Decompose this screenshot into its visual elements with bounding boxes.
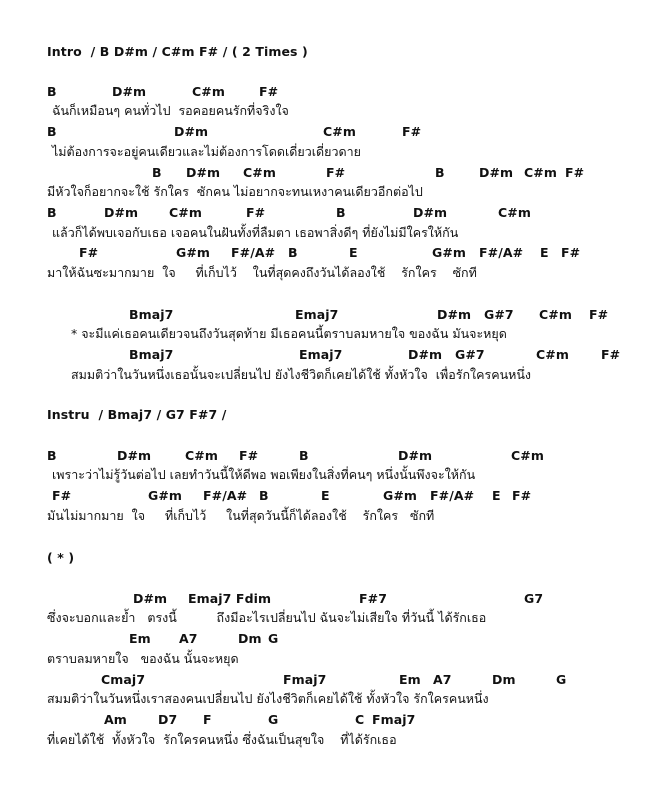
chord: G#m (383, 488, 418, 503)
chord-line-1 (0, 83, 670, 103)
lyric-line-13 (0, 731, 670, 751)
lyric-line-1 (0, 102, 670, 122)
chord: D#m (413, 205, 448, 220)
chord: Em (129, 631, 151, 646)
chord: B (152, 165, 162, 180)
chord-line-2 (0, 123, 670, 143)
chord: D#m (104, 205, 139, 220)
chord: C#m (185, 448, 218, 463)
chord: F (203, 712, 212, 727)
lyric-text: * จะมีแค่เธอคนเดียวจนถึงวันสุดท้าย มีเธอคนนี้ตราบลมหายใจ ของฉัน มันจะหยุด (71, 326, 507, 341)
chord: A7 (433, 672, 452, 687)
chord: Bmaj7 (129, 307, 174, 322)
chord: D#m (174, 124, 209, 139)
lyric-text: ตราบลมหายใจ ของฉัน นั้นจะหยุด (47, 651, 239, 666)
chord: F# (561, 245, 581, 260)
chord: D#m (112, 84, 147, 99)
chord: C (355, 712, 365, 727)
lyric-line-3 (0, 183, 670, 203)
chord-line-9 (0, 487, 670, 507)
chord: D#m (398, 448, 433, 463)
chord-line-11 (0, 630, 670, 650)
chord-line-7 (0, 346, 670, 366)
chord: B (288, 245, 298, 260)
repeat-chorus-marker (0, 549, 670, 569)
chord-line-3 (0, 164, 670, 184)
chord: C#m (524, 165, 557, 180)
lyric-line-10 (0, 609, 670, 629)
chord: Emaj7 Fdim (188, 591, 272, 606)
chord: F# (402, 124, 422, 139)
chord: G#m (148, 488, 183, 503)
chord: D#m (117, 448, 152, 463)
chord: B (47, 205, 57, 220)
chord: Emaj7 (295, 307, 339, 322)
lyric-text: ฉันก็เหมือนๆ คนทั่วไป รอคอยคนรักที่จริงใจ (52, 103, 289, 118)
chord: F# (601, 347, 621, 362)
chord: G#7 (484, 307, 514, 322)
lyric-line-7 (0, 366, 670, 386)
chord: F# (326, 165, 346, 180)
chord: C#m (511, 448, 544, 463)
chord-line-4 (0, 204, 670, 224)
chord: C#m (323, 124, 356, 139)
chord: F# (52, 488, 72, 503)
chord: E (492, 488, 501, 503)
instru-line (0, 406, 670, 426)
lyric-line-6 (0, 325, 670, 345)
chord: F#/A# (231, 245, 276, 260)
chord: D#m (186, 165, 221, 180)
chord-line-8 (0, 447, 670, 467)
lyric-line-11 (0, 650, 670, 670)
chord: F#/A# (479, 245, 524, 260)
lyric-line-5 (0, 264, 670, 284)
lyric-line-2 (0, 143, 670, 163)
chord-line-12 (0, 671, 670, 691)
chord: F#/A# (203, 488, 248, 503)
chord-line-5 (0, 244, 670, 264)
chord: B (435, 165, 445, 180)
chord: F# (246, 205, 266, 220)
chord: C#m (243, 165, 276, 180)
lyric-text: มีหัวใจก็อยากจะใช้ รักใคร ซักคน ไม่อยากจะทนเหงาคนเดียวอีกต่อไป (47, 184, 423, 199)
chord: F# (239, 448, 259, 463)
chord: B (47, 84, 57, 99)
chord: Fmaj7 (372, 712, 416, 727)
chord: G (268, 712, 279, 727)
chord: Bmaj7 (129, 347, 174, 362)
chord: Fmaj7 (283, 672, 327, 687)
chord: G (556, 672, 567, 687)
lyric-text: ซึ่งจะบอกและย้ำ ตรงนี้ ถึงมีอะไรเปลี่ยนไป ฉันจะไม่เสียใจ ที่วันนี้ ได้รักเธอ (47, 610, 487, 625)
chord: D#m (133, 591, 168, 606)
instru-text: Instru / Bmaj7 / G7 F#7 / (47, 407, 227, 422)
chord: C#m (498, 205, 531, 220)
chord: Emaj7 (299, 347, 343, 362)
chord: C#m (536, 347, 569, 362)
chord: Dm (238, 631, 262, 646)
chord: F#7 (359, 591, 388, 606)
lyric-text: ไม่ต้องการจะอยู่คนเดียวและไม่ต้องการโดดเดี่ยวเดี่ยวดาย (52, 144, 361, 159)
chord: G#7 (455, 347, 485, 362)
lyric-text: สมมติว่าในวันหนึ่งเราสองคนเปลี่ยนไป ยังไงชีวิตก็เคยได้ใช้ ทั้งหัวใจ รักใครคนหนึ่ง (47, 691, 489, 706)
chord: F# (512, 488, 532, 503)
intro-line (0, 43, 670, 63)
chord: F# (259, 84, 279, 99)
chord: B (47, 124, 57, 139)
chord: B (336, 205, 346, 220)
chord: E (321, 488, 330, 503)
intro-text: Intro / B D#m / C#m F# / ( 2 Times ) (47, 44, 308, 59)
chord: D#m (437, 307, 472, 322)
chord: F# (565, 165, 585, 180)
chord: F# (79, 245, 99, 260)
lyric-line-8 (0, 466, 670, 486)
chord: C#m (169, 205, 202, 220)
chord: Em (399, 672, 421, 687)
chord: E (540, 245, 549, 260)
lyric-text: แล้วก็ได้พบเจอกับเธอ เจอคนในฝันทั้งที่ลืมตา เธอพาสิ่งดีๆ ที่ยังไม่มีใครให้กัน (52, 225, 459, 240)
chord: G7 (524, 591, 544, 606)
chord: Dm (492, 672, 516, 687)
chord-line-10 (0, 590, 670, 610)
repeat-marker-text: ( * ) (47, 550, 75, 565)
chord: C#m (192, 84, 225, 99)
chord: D7 (158, 712, 178, 727)
chord: Cmaj7 (101, 672, 146, 687)
lyric-line-12 (0, 690, 670, 710)
chord: G (268, 631, 279, 646)
lyric-text: มันไม่มากมาย ใจ ที่เก็บไว้ ในที่สุดวันนี้ก็ได้ลองใช้ รักใคร ซักที (47, 508, 435, 523)
chord: C#m (539, 307, 572, 322)
chord: E (349, 245, 358, 260)
chord: A7 (179, 631, 198, 646)
chord: D#m (408, 347, 443, 362)
chord: G#m (176, 245, 211, 260)
lyric-line-9 (0, 507, 670, 527)
lyric-text: สมมติว่าในวันหนึ่งเธอนั้นจะเปลี่ยนไป ยังไงชีวิตก็เคยได้ใช้ ทั้งหัวใจ เพื่อรักใครคนหนึ่ง (71, 367, 532, 382)
chord: B (259, 488, 269, 503)
chord: Am (104, 712, 127, 727)
lyric-text: มาให้ฉันซะมากมาย ใจ ที่เก็บไว้ ในที่สุดคงถึงวันได้ลองใช้ รักใคร ซักที (47, 265, 477, 280)
chord: D#m (479, 165, 514, 180)
chord-line-13 (0, 711, 670, 731)
chord: B (47, 448, 57, 463)
chord: G#m (432, 245, 467, 260)
chord-line-6 (0, 306, 670, 326)
lyric-text: ที่เคยได้ใช้ ทั้งหัวใจ รักใครคนหนึ่ง ซึ่งฉันเป็นสุขใจ ที่ได้รักเธอ (47, 732, 397, 747)
chord: F# (589, 307, 609, 322)
lyric-text: เพราะว่าไม่รู้วันต่อไป เลยทำวันนี้ให้ดีพอ พอเพียงในสิ่งที่คนๆ หนึ่งนั้นพึงจะให้กัน (52, 467, 476, 482)
lyric-line-4 (0, 224, 670, 244)
chord: B (299, 448, 309, 463)
chord: F#/A# (430, 488, 475, 503)
